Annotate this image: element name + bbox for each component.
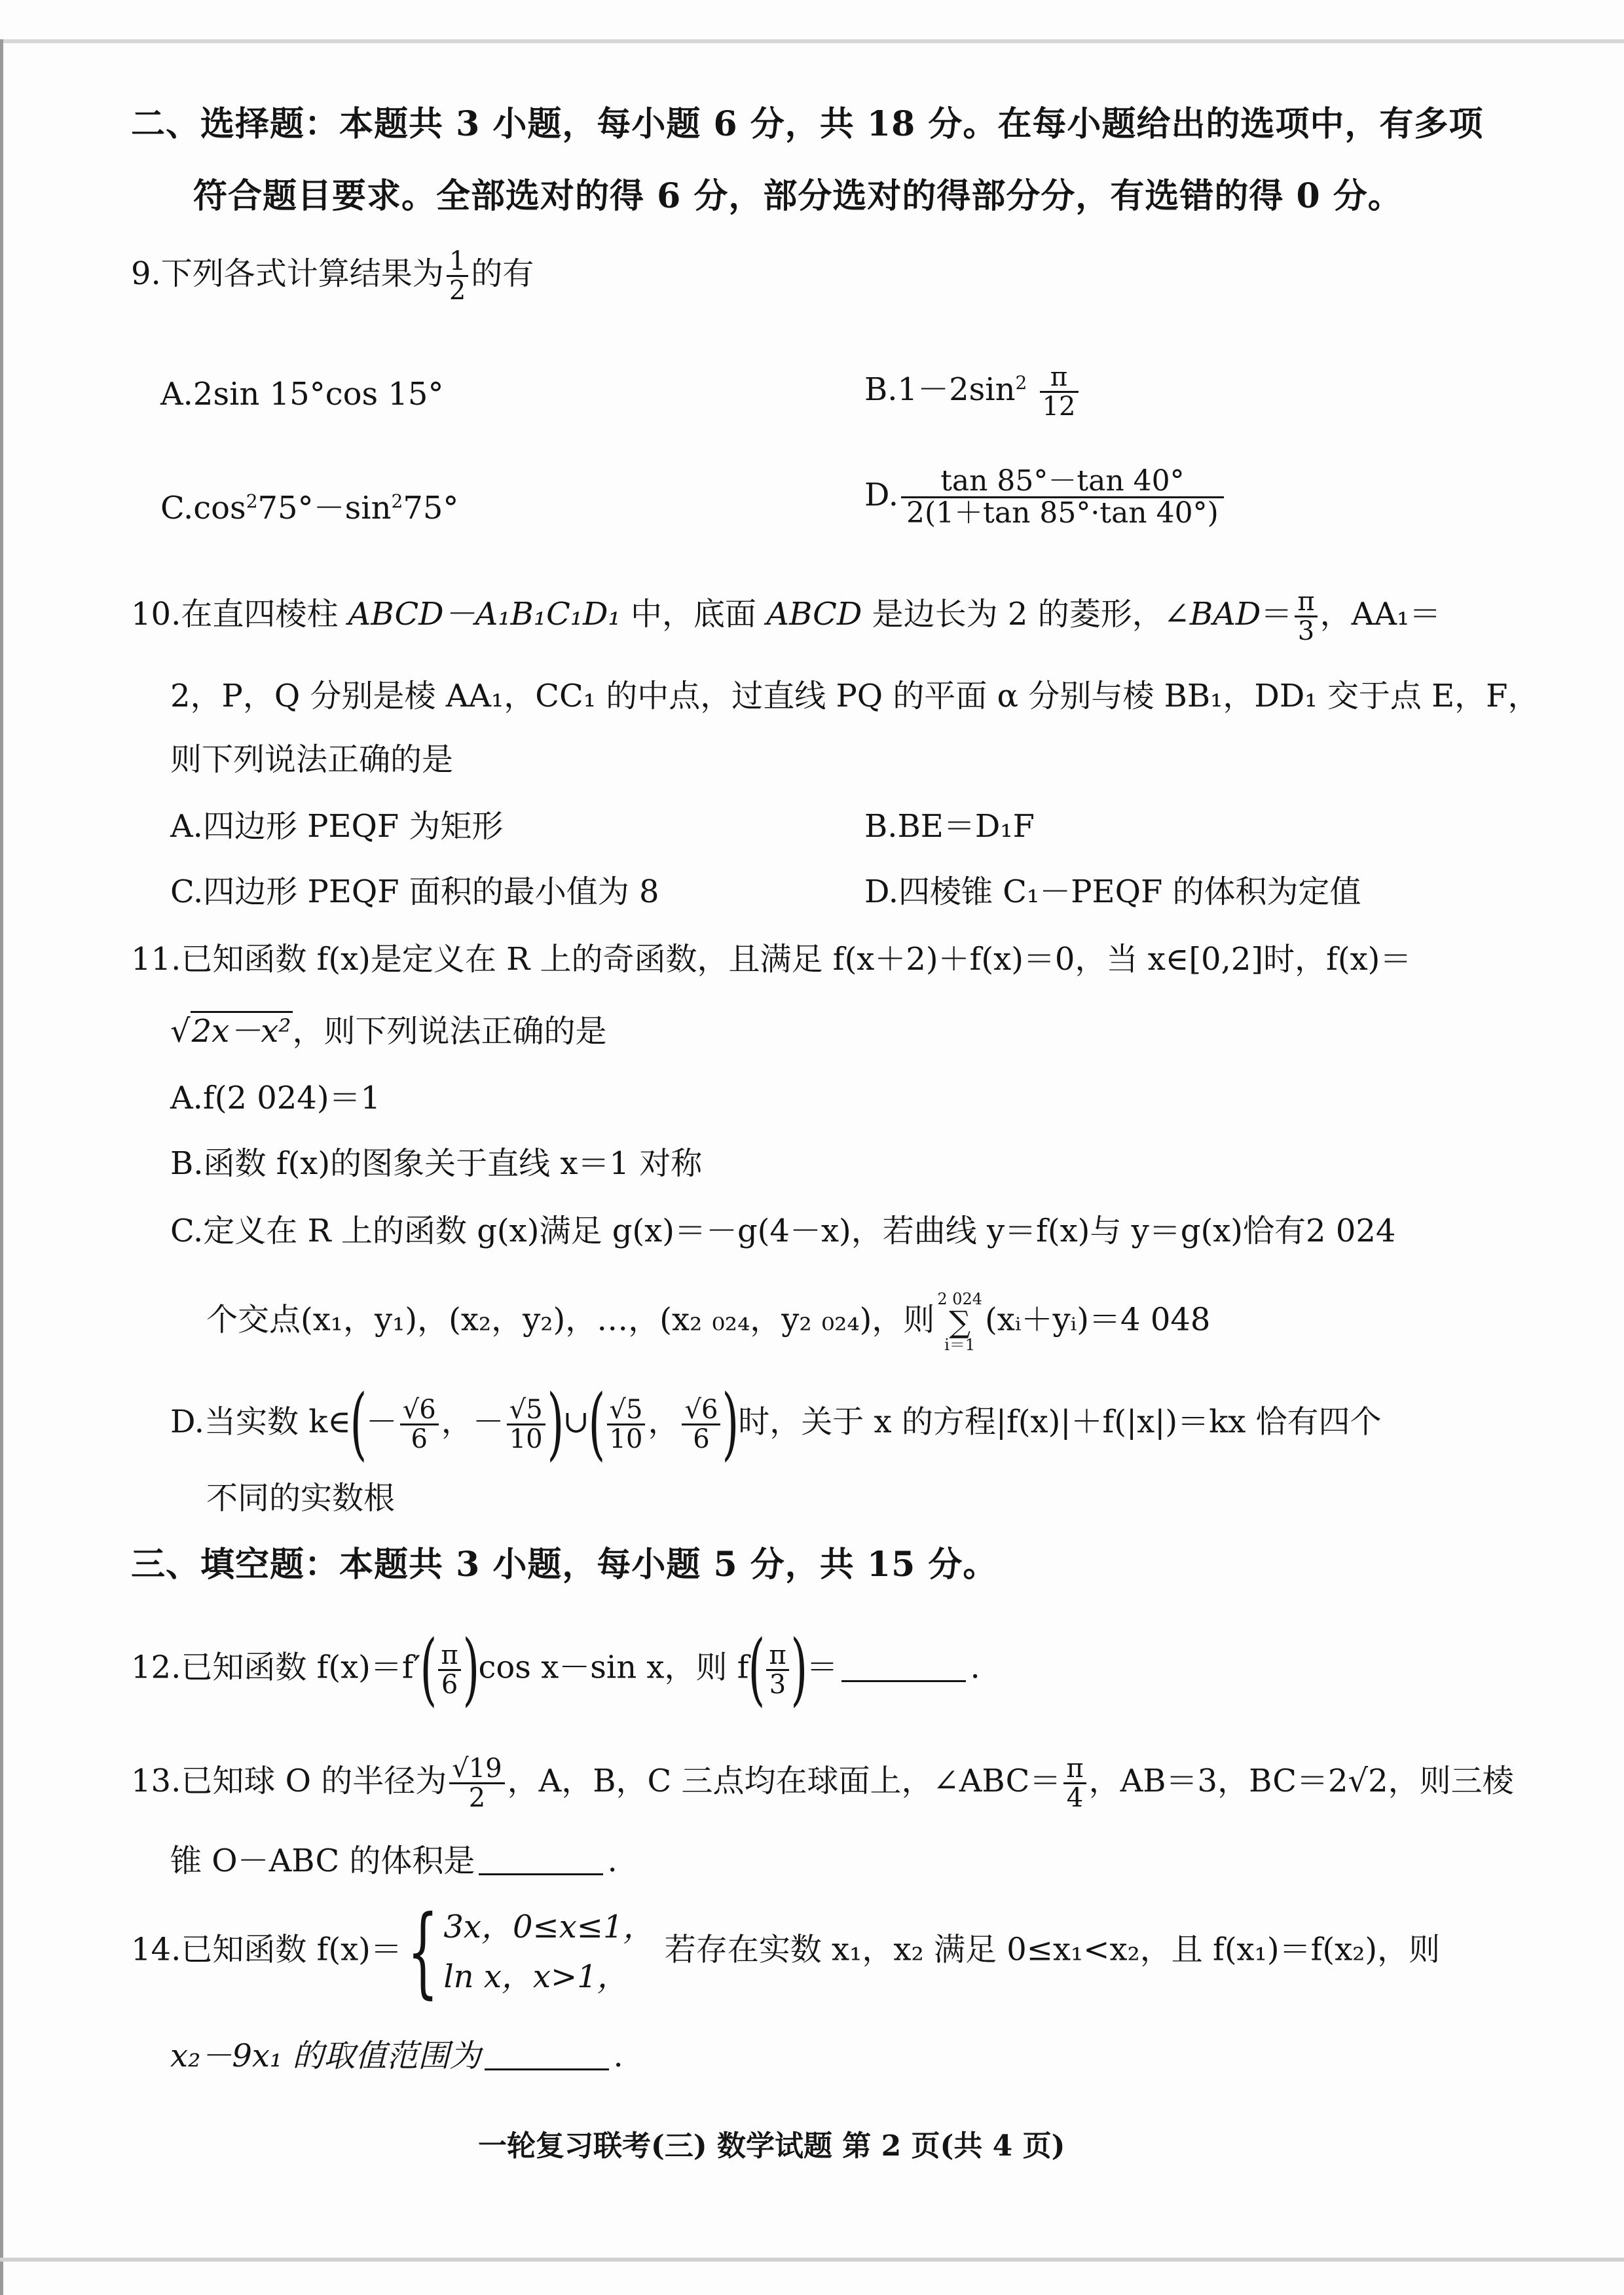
question-10-option-b: B.BE＝D₁F	[864, 808, 1035, 845]
question-11-option-c-line2: 个交点(x₁，y₁)，(x₂，y₂)，…，(x₂ ₀₂₄，y₂ ₀₂₄)，则 2 024 ∑ i＝1 (xᵢ＋yᵢ)＝4 048	[206, 1290, 1211, 1354]
question-12: 12.已知函数 f(x)＝f′( $\frac{\pi}{6}$ )cos x－sin x，则 f( $\frac{\pi}{3}$ )＝ .	[131, 1624, 980, 1715]
question-9-stem: 9.下列各式计算结果为 $\frac{1}{2}$ 的有	[131, 246, 534, 306]
answer-blank[interactable]	[479, 1846, 603, 1875]
question-10-stem-line1: 10.在直四棱柱 ABCD－A₁B₁C₁D₁ 中，底面 ABCD 是边长为 2 的菱形，∠BAD＝ $\frac{\pi}{3}$ ，AA₁＝	[131, 587, 1441, 646]
answer-blank[interactable]	[485, 2041, 609, 2070]
summation-sign: 2 024 ∑ i＝1	[937, 1290, 983, 1354]
question-13-line1: 13.已知球 O 的半径为 $\frac{√19}{2}$ ，A，B，C 三点均在球面上，∠ABC＝ $\frac{\pi}{4}$ ，AB＝3，BC＝2√2，则三棱	[131, 1753, 1514, 1813]
question-11-option-b: B.函数 f(x)的图象关于直线 x＝1 对称	[170, 1145, 703, 1182]
question-10-stem-line2: 2，P，Q 分别是棱 AA₁，CC₁ 的中点，过直线 PQ 的平面 α 分别与棱 BB₁，DD₁ 交于点 E，F，	[170, 678, 1540, 714]
section3-heading: 三、填空题：本题共 3 小题，每小题 5 分，共 15 分。	[131, 1545, 998, 1585]
question-10-stem-line3: 则下列说法正确的是	[170, 741, 454, 778]
question-10-option-c: C.四边形 PEQF 面积的最小值为 8	[170, 873, 659, 910]
page-edge-left	[0, 39, 3, 2295]
question-11-stem-line1: 11.已知函数 f(x)是定义在 R 上的奇函数，且满足 f(x＋2)＋f(x)＝0，当 x∈[0,2]时，f(x)＝	[131, 941, 1412, 978]
question-10-option-a: A.四边形 PEQF 为矩形	[170, 808, 504, 845]
question-9-option-d: D. $\frac{\tan 85^\circ-\tan 40^\circ}{2(1+\tan 85^\circ\cdot\tan 40^\circ)}$	[864, 466, 1227, 528]
question-9-option-b: $B.1-2\sin^2$ $\frac{\pi}{12}$	[864, 363, 1081, 420]
question-11-stem-line2: √2x－x²，则下列说法正确的是	[170, 1012, 607, 1051]
page-edge-top	[0, 39, 1624, 43]
question-11-option-a: A.f(2 024)＝1	[170, 1080, 381, 1116]
piecewise-cases: 3x，0≤x≤1， ln x，x>1，	[443, 1909, 655, 1995]
section2-heading-line2: 符合题目要求。全部选对的得 6 分，部分选对的得部分分，有选错的得 0 分。	[193, 176, 1403, 216]
question-14-line1: 14.已知函数 f(x)＝{ 3x，0≤x≤1， ln x，x>1， 若存在实数 x₁，x₂ 满足 0≤x₁<x₂，且 f(x₁)＝f(x₂)，则	[131, 1895, 1441, 2009]
question-10-option-d: D.四棱锥 C₁－PEQF 的体积为定值	[864, 873, 1361, 910]
square-root: √2x－x²	[170, 1012, 293, 1051]
question-11-option-d-line1: D.当实数 k∈(－ $\frac{√6}{6}$ ，－ $\frac{√5}{10}$ )∪( $\frac{√5}{10}$ ， $\frac{√6}{6}$ )时，关于 x 的方程|f(x)|＋f(|x|)＝kx 恰有四个	[170, 1378, 1382, 1469]
question-11-option-d-line2: 不同的实数根	[206, 1480, 396, 1516]
fraction-one-half: $\frac{1}{2}$	[447, 248, 468, 304]
page-footer: 一轮复习联考(三) 数学试题 第 2 页(共 4 页)	[478, 2129, 1065, 2163]
answer-blank[interactable]	[841, 1653, 966, 1682]
section2-heading-line1: 二、选择题：本题共 3 小题，每小题 6 分，共 18 分。在每小题给出的选项中，有多项	[131, 104, 1484, 144]
question-9-option-a: A.2sin 15°cos 15°	[160, 376, 444, 413]
question-13-line2: 锥 O－ABC 的体积是 .	[170, 1843, 618, 1879]
question-14-line2: x₂－9x₁ 的取值范围为 .	[170, 2038, 623, 2074]
question-9-option-c: $C.\cos^275^\circ-\sin^275^\circ$	[160, 490, 459, 526]
page-edge-bottom	[0, 2258, 1624, 2262]
question-11-option-c-line1: C.定义在 R 上的函数 g(x)满足 g(x)＝－g(4－x)，若曲线 y＝f(x)与 y＝g(x)恰有2 024	[170, 1213, 1396, 1249]
